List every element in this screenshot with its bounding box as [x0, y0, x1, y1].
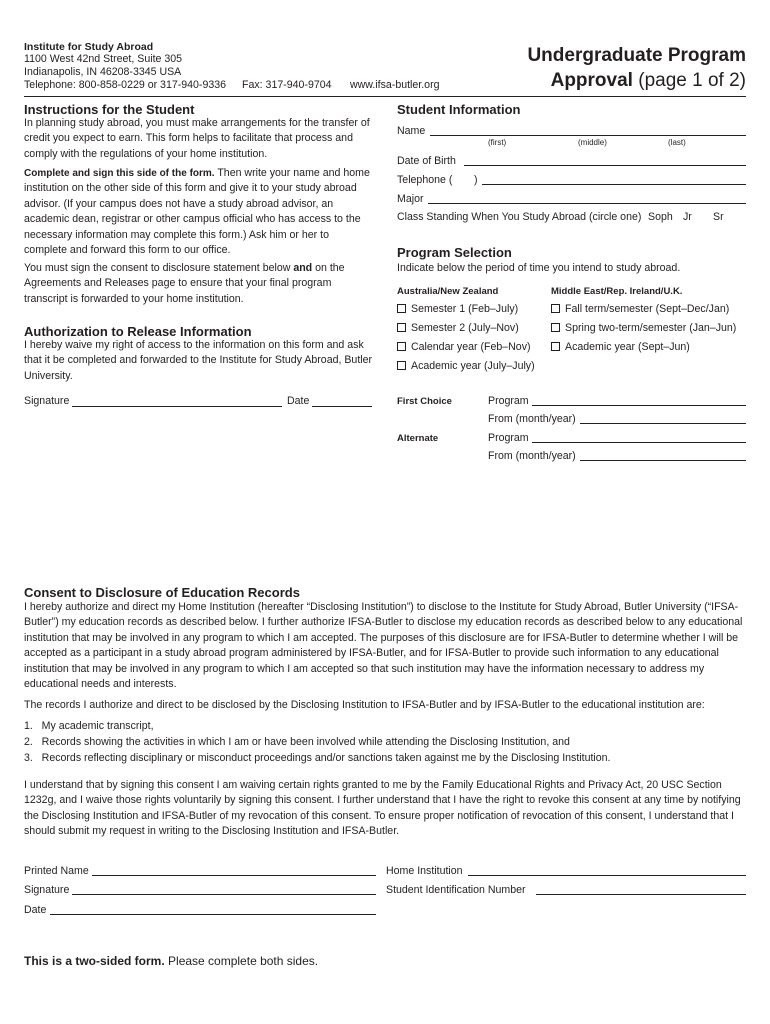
checkbox-icon[interactable] [397, 304, 406, 313]
bottom-date-field[interactable] [50, 914, 376, 915]
option-academic-year-uk[interactable] [551, 340, 690, 355]
home-institution-field[interactable] [468, 875, 746, 876]
instructions-para-3a: You must sign the consent to disclosure statement below [24, 262, 294, 274]
option-spring-term[interactable] [551, 321, 736, 336]
consent-item-3: 3. Records reflecting disciplinary or misconduct proceedings and/or sanctions taken against me by the Disclosing Institution. [24, 752, 611, 764]
standing-soph[interactable]: Soph [648, 211, 673, 223]
checkbox-icon[interactable] [551, 304, 560, 313]
option-label: Academic year (Sept–Jun) [565, 341, 690, 353]
option-label: Semester 2 (July–Nov) [411, 322, 519, 334]
title-page-count: (page 1 of 2) [632, 70, 746, 91]
telephone-close-paren: ) [474, 174, 478, 186]
bottom-date-label: Date [24, 904, 47, 916]
alternate-program-field[interactable] [532, 442, 746, 443]
checkbox-icon[interactable] [397, 342, 406, 351]
authorization-text: I hereby waive my right of access to the information on this form and ask that it be completed and forwarded to the Institute for Study Abroad, Butler University. [24, 339, 373, 382]
student-id-label: Student Identification Number [386, 884, 526, 896]
first-choice-from-label: From (month/year) [488, 413, 576, 425]
telephone-text: Telephone: 800-858-0229 or 317-940-9336 [24, 79, 227, 91]
bottom-signature-field[interactable] [72, 894, 376, 895]
instructions-para-2-bold: Complete and sign this side of the form. [24, 168, 215, 179]
fax-text: Fax: 317-940-9704 [242, 79, 332, 91]
authorization-heading: Authorization to Release Information [24, 324, 252, 339]
title-approval: Approval [550, 70, 633, 91]
option-label: Semester 1 (Feb–July) [411, 303, 519, 315]
footer-note-text: Please complete both sides. [164, 954, 319, 968]
option-calendar-year[interactable] [397, 340, 531, 355]
program-selection-heading: Program Selection [397, 245, 512, 260]
header-divider [24, 96, 746, 97]
option-label: Spring two-term/semester (Jan–Jun) [565, 322, 737, 334]
name-first-caption: (first) [488, 138, 507, 147]
consent-heading: Consent to Disclosure of Education Records [24, 585, 300, 600]
class-standing-label: Class Standing When You Study Abroad (circle one) [397, 211, 642, 223]
consent-para-3: I understand that by signing this consent I am waiving certain rights granted to me by the Family Educational Rights and Privacy Act, 20 USC Section 1232g, and I waive those rights voluntarily by signing this consent. I further understand that I have the right to revoke this consent at any time by notifying the Disclosing Institution and IFSA-Butler of my revocation of this consent. To ensure proper notification of revocation of this consent, I understand that I should submit my request in writing to the Disclosing Institution and IFSA-Butler. [24, 779, 741, 838]
instructions-para-3-bold: and [293, 262, 313, 274]
first-choice-program-label: Program [488, 395, 529, 407]
instructions-para-2-text: Then write your name and home institution on the other side of this form and give it to your study abroad advisor. (If your campus does not have a study abroad advisor, an academic dean, registrar or other campus official who has access to the necessary information may complete this form.) Ask him or her to complete and forward this form to our office. [24, 167, 370, 257]
program-selection-subtitle: Indicate below the period of time you intend to study abroad. [397, 262, 681, 274]
first-choice-from-field[interactable] [580, 423, 746, 424]
alternate-program-label: Program [488, 432, 529, 444]
bottom-signature-label: Signature [24, 884, 70, 896]
authorization-signature-label: Signature [24, 395, 70, 407]
major-field[interactable] [428, 203, 746, 204]
consent-item-1: 1. My academic transcript, [24, 720, 154, 732]
address-line-1: 1100 West 42nd Street, Suite 305 [24, 53, 183, 65]
consent-item-2: 2. Records showing the activities in which I am or have been involved while attending the Disclosing Institution, and [24, 736, 570, 748]
first-choice-label: First Choice [397, 396, 452, 407]
name-label: Name [397, 125, 426, 137]
checkbox-icon[interactable] [551, 342, 560, 351]
instructions-para-2 [24, 166, 374, 258]
name-middle-caption: (middle) [578, 138, 607, 147]
authorization-date-field[interactable] [312, 406, 372, 407]
dob-field[interactable] [464, 165, 746, 166]
org-name: Institute for Study Abroad [24, 41, 154, 53]
printed-name-label: Printed Name [24, 865, 89, 877]
name-field[interactable] [430, 135, 746, 136]
first-choice-program-field[interactable] [532, 405, 746, 406]
form-title-line-2 [551, 69, 746, 93]
option-semester-2[interactable] [397, 321, 519, 336]
instructions-para-1: In planning study abroad, you must make arrangements for the transfer of credit you expect to earn. This form helps to facilitate that process and comply with the regulations of your home institution. [24, 117, 370, 160]
printed-name-field[interactable] [92, 875, 376, 876]
address-line-2: Indianapolis, IN 46208-3345 USA [24, 66, 182, 78]
alternate-from-label: From (month/year) [488, 450, 576, 462]
col2-heading: Middle East/Rep. Ireland/U.K. [551, 286, 683, 297]
major-label: Major [397, 193, 424, 205]
student-info-heading: Student Information [397, 102, 521, 117]
alternate-from-field[interactable] [580, 460, 746, 461]
option-label: Fall term/semester (Sept–Dec/Jan) [565, 303, 730, 315]
form-title-line-1: Undergraduate Program [527, 45, 746, 66]
authorization-date-label: Date [287, 395, 310, 407]
option-academic-year-anz[interactable] [397, 359, 535, 374]
checkbox-icon[interactable] [397, 361, 406, 370]
alternate-label: Alternate [397, 433, 439, 444]
col1-heading: Australia/New Zealand [397, 286, 499, 297]
instructions-para-3b: on the Agreements and Releases page to ensure that your final program transcript is forwarded to your home institution. [24, 262, 345, 305]
telephone-label: Telephone ( [397, 174, 453, 186]
name-last-caption: (last) [668, 138, 686, 147]
consent-para-2: The records I authorize and direct to be disclosed by the Disclosing Institution to IFSA-Butler and by IFSA-Butler to the educational institution are: [24, 699, 705, 711]
standing-jr[interactable]: Jr [683, 211, 692, 223]
consent-para-1: I hereby authorize and direct my Home Institution (hereafter “Disclosing Institution”) to disclose to the Institute for Study Abroad, Butler University (“IFSA-Butler”) my education records as described below. I further authorize IFSA-Butler to disclose my education records as described below to any educational institution that may be involved in any program to which I am accepted. The purposes of this disclosure are for IFSA-Butler to determine whether I will be accepted as a participant in a study abroad program administered by IFSA-Butler, and for IFSA-Butler to provide such information to any educational institution that may be involved in any program to which I am accepted so that such institution may have the information necessary to address my educational needs and interests. [24, 601, 743, 691]
option-fall-term[interactable] [551, 302, 729, 317]
student-id-field[interactable] [536, 894, 746, 895]
website-link[interactable]: www.ifsa-butler.org [350, 79, 440, 91]
footer-note [24, 954, 318, 969]
telephone-field[interactable] [482, 184, 746, 185]
standing-sr[interactable]: Sr [713, 211, 724, 223]
dob-label: Date of Birth [397, 155, 456, 167]
checkbox-icon[interactable] [397, 323, 406, 332]
option-label: Calendar year (Feb–Nov) [411, 341, 531, 353]
option-label: Academic year (July–July) [411, 360, 535, 372]
authorization-signature-field[interactable] [72, 406, 282, 407]
home-institution-label: Home Institution [386, 865, 463, 877]
checkbox-icon[interactable] [551, 323, 560, 332]
option-semester-1[interactable] [397, 302, 518, 317]
instructions-heading: Instructions for the Student [24, 102, 195, 117]
footer-note-bold: This is a two-sided form. [24, 954, 165, 968]
instructions-para-3 [24, 261, 374, 307]
